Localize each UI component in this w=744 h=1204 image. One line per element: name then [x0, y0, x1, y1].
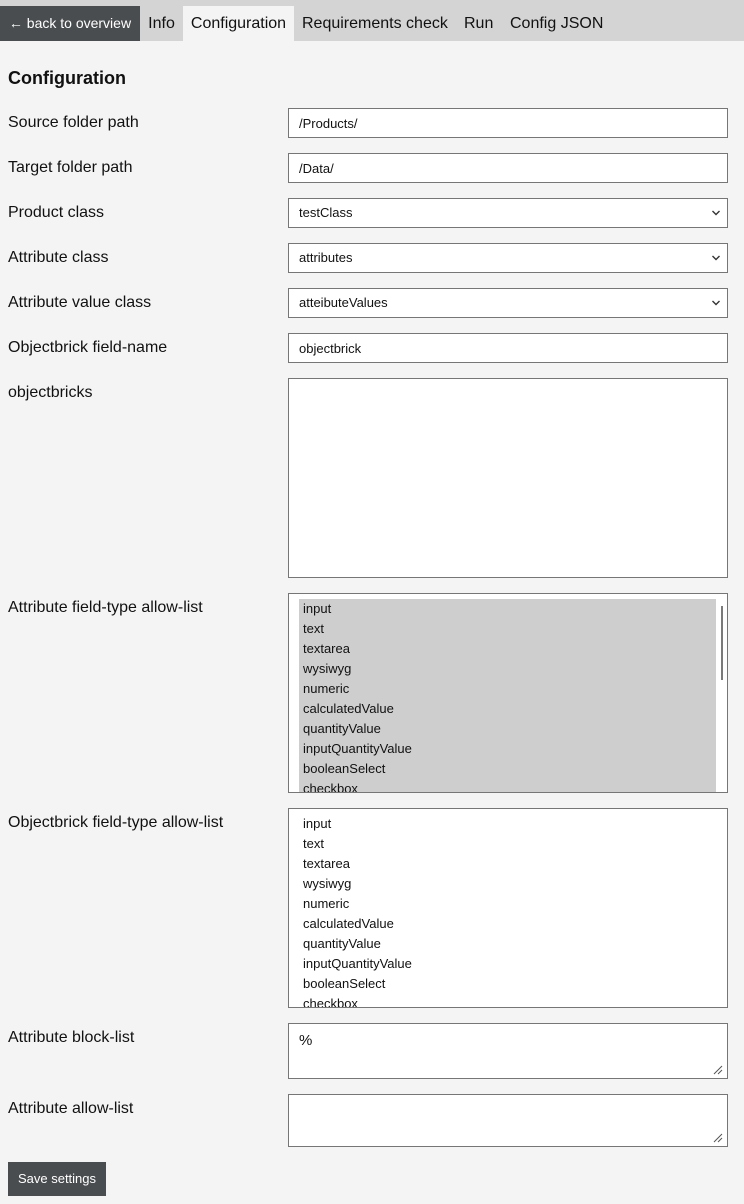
- product-class-label: Product class: [8, 204, 105, 221]
- attribute-class-label: Attribute class: [8, 249, 109, 266]
- objectbrick-field-type-allow-list-label: Objectbrick field-type allow-list: [8, 814, 224, 831]
- objectbrick-field-name-input[interactable]: [288, 333, 728, 363]
- list-item[interactable]: input: [303, 816, 332, 831]
- list-item[interactable]: wysiwyg: [299, 659, 716, 679]
- list-item[interactable]: text: [303, 836, 324, 851]
- list-item[interactable]: quantityValue: [303, 936, 381, 951]
- attribute-field-type-allow-list[interactable]: [288, 593, 728, 793]
- tab-run[interactable]: Run: [464, 15, 494, 32]
- list-item[interactable]: checkbox: [299, 779, 716, 793]
- attribute-allow-list-textarea[interactable]: [288, 1094, 728, 1147]
- tab-config-json[interactable]: Config JSON: [510, 15, 604, 32]
- objectbrick-field-name-label: Objectbrick field-name: [8, 339, 168, 356]
- chevron-down-icon: [711, 208, 721, 218]
- list-item[interactable]: booleanSelect: [303, 976, 386, 991]
- scrollbar[interactable]: [721, 606, 723, 680]
- tab-info[interactable]: Info: [148, 15, 175, 32]
- source-folder-label: Source folder path: [8, 114, 139, 131]
- attribute-block-list-label: Attribute block-list: [8, 1029, 135, 1046]
- objectbrick-field-type-allow-list[interactable]: [288, 808, 728, 1008]
- list-item[interactable]: booleanSelect: [299, 759, 716, 779]
- list-item[interactable]: calculatedValue: [303, 916, 394, 931]
- attribute-block-list-textarea[interactable]: [288, 1023, 728, 1079]
- resize-handle-icon[interactable]: [711, 1131, 723, 1143]
- attribute-class-value: attributes: [299, 250, 353, 265]
- list-item[interactable]: inputQuantityValue: [299, 739, 716, 759]
- list-item[interactable]: textarea: [299, 639, 716, 659]
- page-title: Configuration: [8, 68, 126, 88]
- attribute-value-class-label: Attribute value class: [8, 294, 152, 311]
- list-item[interactable]: numeric: [303, 896, 350, 911]
- list-item[interactable]: quantityValue: [299, 719, 716, 739]
- back-to-overview-button[interactable]: ← back to overview: [0, 6, 140, 41]
- chevron-down-icon: [711, 298, 721, 308]
- attribute-allow-list-label: Attribute allow-list: [8, 1100, 134, 1117]
- resize-handle-icon[interactable]: [711, 1063, 723, 1075]
- top-nav-bar: [0, 0, 744, 41]
- list-item[interactable]: inputQuantityValue: [303, 956, 412, 971]
- attribute-value-class-value: atteibuteValues: [299, 295, 388, 310]
- objectbricks-label: objectbricks: [8, 384, 93, 401]
- source-folder-input[interactable]: [288, 108, 728, 138]
- list-item[interactable]: text: [299, 619, 716, 639]
- target-folder-label: Target folder path: [8, 159, 133, 176]
- list-item[interactable]: numeric: [299, 679, 716, 699]
- product-class-select[interactable]: [288, 198, 728, 228]
- list-item[interactable]: textarea: [303, 856, 350, 871]
- chevron-down-icon: [711, 253, 721, 263]
- product-class-value: testClass: [299, 205, 353, 220]
- list-item[interactable]: calculatedValue: [299, 699, 716, 719]
- target-folder-input[interactable]: [288, 153, 728, 183]
- attribute-field-type-allow-list-label: Attribute field-type allow-list: [8, 599, 203, 616]
- list-item[interactable]: input: [299, 599, 716, 619]
- attribute-value-class-select[interactable]: [288, 288, 728, 318]
- tab-configuration[interactable]: Configuration: [183, 6, 294, 41]
- save-settings-button[interactable]: Save settings: [8, 1162, 106, 1196]
- objectbricks-multiselect[interactable]: [288, 378, 728, 578]
- tab-requirements-check[interactable]: Requirements check: [302, 15, 448, 32]
- list-item[interactable]: wysiwyg: [303, 876, 352, 891]
- attribute-class-select[interactable]: [288, 243, 728, 273]
- list-item[interactable]: checkbox: [303, 996, 358, 1008]
